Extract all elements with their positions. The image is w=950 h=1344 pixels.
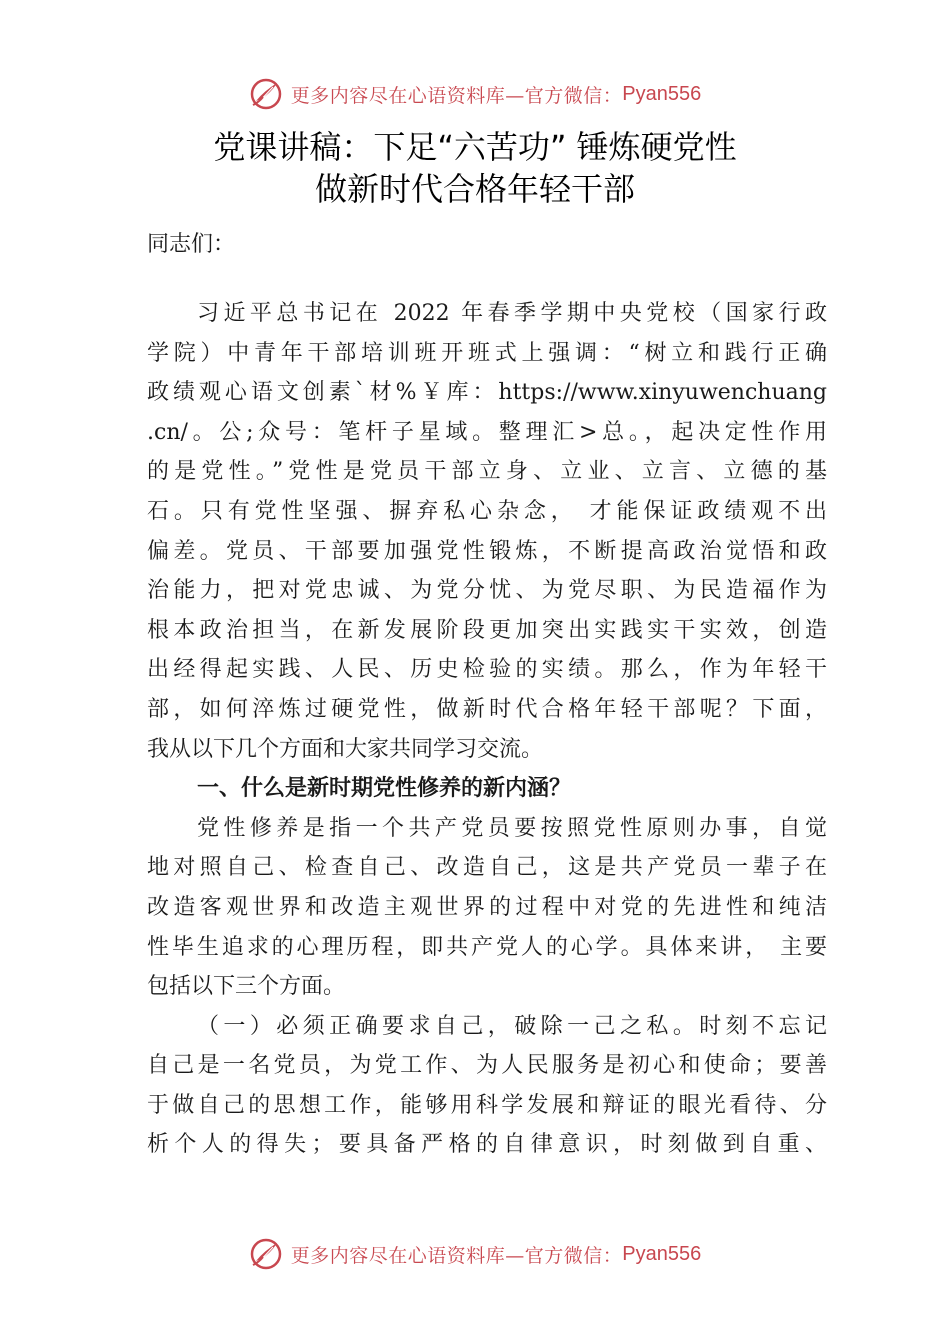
wechat-id: Pyan556 bbox=[622, 1242, 702, 1265]
paragraph-1-line: 学院）中青年干部培训班开班式上强调：“树立和践行正确 bbox=[147, 340, 827, 366]
paragraph-3-line: 自己是一名党员，为党工作、为人民服务是初心和使命；要善 bbox=[147, 1053, 827, 1079]
paragraph-3-line: 于做自己的思想工作，能够用科学发展和辩证的眼光看待、分 bbox=[147, 1092, 827, 1118]
paragraph-3-line: 析个人的得失；要具备严格的自律意识，时刻做到自重、 bbox=[147, 1132, 827, 1158]
section-heading-1: 一、什么是新时期党性修养的新内涵？ bbox=[197, 776, 572, 802]
document-title-line-2: 做新时代合格年轻干部 bbox=[314, 170, 635, 208]
paragraph-1-line: 治能力，把对党忠诚、为党分忧、为党尽职、为民造福作为 bbox=[147, 578, 827, 604]
footer-watermark-banner bbox=[0, 1232, 950, 1276]
salutation: 同志们： bbox=[147, 232, 236, 257]
paragraph-2-line: 党性修养是指一个共产党员要按照党性原则办事，自觉 bbox=[197, 815, 827, 841]
document-title-line-1: 党课讲稿：下足“六苦功” 锤炼硬党性 bbox=[213, 128, 737, 166]
paragraph-1-line: 习近平总书记在 2022 年春季学期中央党校（国家行政 bbox=[197, 301, 827, 326]
header-watermark-banner bbox=[0, 72, 950, 116]
paragraph-2-line: 改造客观世界和改造主观世界的过程中对党的先进性和纯洁 bbox=[147, 894, 827, 920]
paragraph-1-line: 出经得起实践、人民、历史检验的实绩。那么，作为年轻干 bbox=[147, 657, 827, 683]
paragraph-2-line: 性毕生追求的心理历程，即共产党人的心学。具体来讲， 主要 bbox=[147, 934, 827, 960]
paragraph-1-line: 石。只有党性坚强、摒弃私心杂念， 才能保证政绩观不出 bbox=[147, 498, 827, 524]
wechat-id: Pyan556 bbox=[622, 82, 702, 105]
banner-text: 更多内容尽在心语资料库—官方微信： bbox=[290, 1244, 623, 1267]
paragraph-1-line: 我从以下几个方面和大家共同学习交流。 bbox=[147, 736, 544, 762]
paragraph-1-line: 部，如何淬炼过硬党性，做新时代合格年轻干部呢？下面， bbox=[147, 696, 827, 722]
paragraph-2-line: 地对照自己、检查自己、改造自己，这是共产党员一辈子在 bbox=[147, 855, 827, 881]
paragraph-1-line: 政绩观心语文创素`材%￥库：https://www.xinyuwenchuang bbox=[147, 380, 827, 406]
paragraph-1-line: 根本政治担当，在新发展阶段更加突出实践实干实效，创造 bbox=[147, 617, 827, 643]
document-body bbox=[147, 294, 827, 1165]
banner-text: 更多内容尽在心语资料库—官方微信： bbox=[290, 84, 623, 107]
paragraph-1-line: 的是党性。”党性是党员干部立身、立业、立言、立德的基 bbox=[147, 459, 827, 485]
paragraph-2-line: 包括以下三个方面。 bbox=[147, 974, 346, 1000]
paragraph-1-line: .cn/。公;众号：笔杆子星域。整理汇>总。，起决定性作用 bbox=[147, 419, 827, 445]
feather-circle-logo-icon bbox=[249, 1237, 283, 1271]
paragraph-1-line: 偏差。党员、干部要加强党性锻炼，不断提高政治觉悟和政 bbox=[147, 538, 827, 564]
paragraph-3-line: （一）必须正确要求自己，破除一己之私。时刻不忘记 bbox=[197, 1013, 827, 1039]
feather-circle-logo-icon bbox=[249, 77, 283, 111]
